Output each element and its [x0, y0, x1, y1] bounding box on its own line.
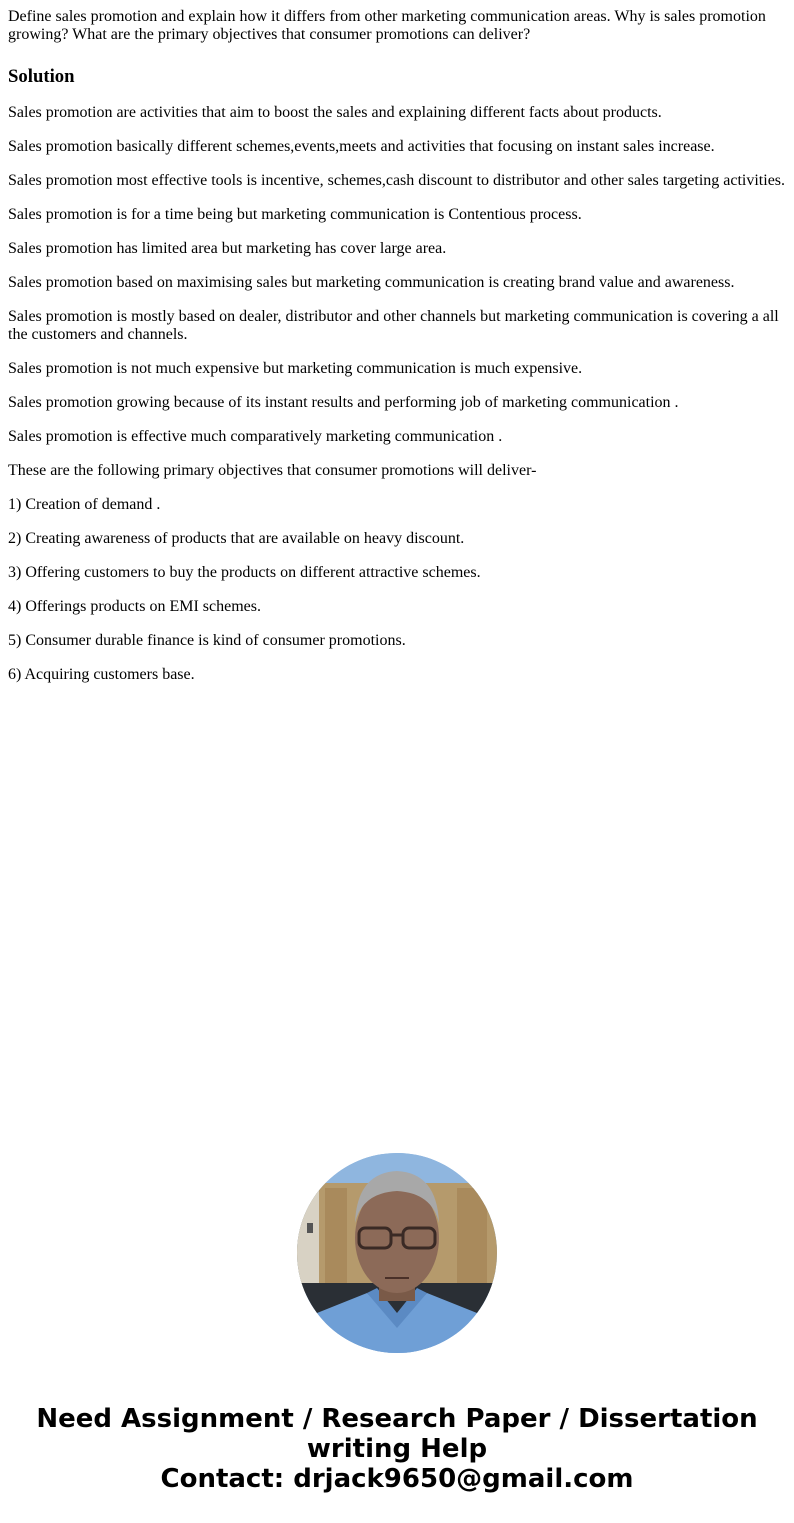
- objective-item: 4) Offerings products on EMI schemes.: [8, 598, 261, 615]
- solution-heading: Solution: [8, 66, 75, 87]
- objective-item: 3) Offering customers to buy the products on different attractive schemes.: [8, 564, 481, 581]
- answer-paragraph: Sales promotion basically different schemes,events,meets and activities that focusing on instant sales increase.: [8, 138, 715, 155]
- question-text: Define sales promotion and explain how it differs from other marketing communication areas. Why is sales promotion growing? What are the primary objectives that consumer promotions can deliver?: [8, 8, 766, 43]
- answer-paragraph: Sales promotion has limited area but marketing has cover large area.: [8, 240, 447, 257]
- objective-item: 6) Acquiring customers base.: [8, 666, 195, 683]
- objective-item: 5) Consumer durable finance is kind of consumer promotions.: [8, 632, 406, 649]
- objective-item: 1) Creation of demand .: [8, 496, 161, 513]
- answer-paragraph: Sales promotion is not much expensive but marketing communication is much expensive.: [8, 360, 583, 377]
- promo-line-1: Need Assignment / Research Paper / Dissertation: [36, 1404, 758, 1434]
- answer-section: [8, 104, 788, 684]
- answer-paragraph: Sales promotion are activities that aim to boost the sales and explaining different facts about products.: [8, 104, 662, 121]
- promo-contact: Contact: drjack9650@gmail.com: [160, 1464, 634, 1494]
- answer-paragraph: Sales promotion based on maximising sales but marketing communication is creating brand value and awareness.: [8, 274, 735, 291]
- answer-paragraph: Sales promotion is for a time being but marketing communication is Contentious process.: [8, 206, 582, 223]
- answer-paragraph: Sales promotion is mostly based on dealer, distributor and other channels but marketing communication is covering a all the customers and channels.: [8, 308, 779, 343]
- answer-paragraph: Sales promotion growing because of its instant results and performing job of marketing communication .: [8, 394, 679, 411]
- person-photo-icon: [297, 1153, 497, 1353]
- answer-paragraph: Sales promotion is effective much comparatively marketing communication .: [8, 428, 503, 445]
- objectives-intro: These are the following primary objectives that consumer promotions will deliver-: [8, 462, 537, 479]
- objective-item: 2) Creating awareness of products that are available on heavy discount.: [8, 530, 465, 547]
- author-avatar: [297, 1153, 497, 1353]
- promo-line-2: writing Help: [306, 1434, 488, 1464]
- answer-paragraph: Sales promotion most effective tools is incentive, schemes,cash discount to distributor and other sales targeting activities.: [8, 172, 786, 189]
- promo-banner: [0, 1404, 794, 1494]
- document-body: [8, 8, 788, 684]
